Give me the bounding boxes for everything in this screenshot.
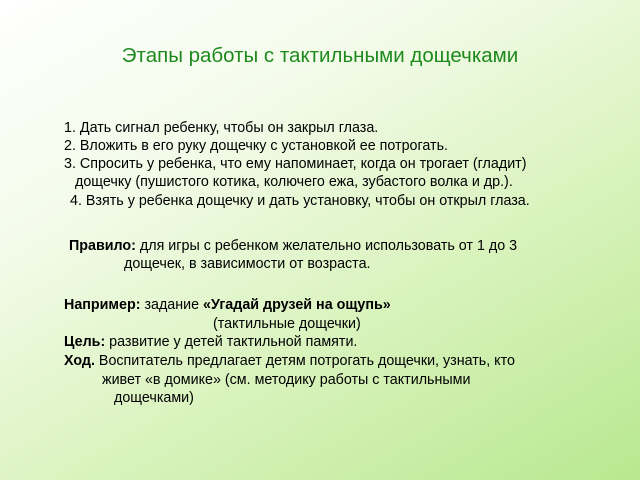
- goal-paragraph: [64, 333, 357, 351]
- procedure-text: Воспитатель предлагает детям потрогать дощечки, узнать, кто: [94, 353, 515, 369]
- step-1: 1. Дать сигнал ребенку, чтобы он закрыл глаза.: [64, 120, 379, 136]
- slide-title: Этапы работы с тактильными дощечками: [121, 44, 519, 67]
- game-name: «Угадай друзей на ощупь»: [203, 297, 391, 313]
- example-subtitle: (тактильные дощечки): [213, 316, 361, 332]
- example-text: задание: [140, 297, 204, 313]
- procedure-text-continued-2: дощечками): [114, 390, 194, 406]
- step-3: 3. Спросить у ребенка, что ему напоминает, когда он трогает (гладит): [64, 156, 527, 172]
- procedure-text-continued-1: живет «в домике» (см. методику работы с тактильными: [102, 372, 471, 388]
- goal-text: развитие у детей тактильной памяти.: [105, 334, 358, 350]
- example-paragraph: [64, 296, 391, 314]
- rule-label: Правило:: [69, 238, 136, 254]
- procedure-label: Ход.: [64, 353, 95, 369]
- step-4: 4. Взять у ребенка дощечку и дать установку, чтобы он открыл глаза.: [70, 193, 530, 209]
- rule-text-continued: дощечек, в зависимости от возраста.: [124, 256, 371, 272]
- step-2: 2. Вложить в его руку дощечку с установкой ее потрогать.: [64, 138, 448, 154]
- goal-label: Цель:: [64, 334, 106, 350]
- example-label: Например:: [64, 297, 141, 313]
- rule-paragraph: [69, 237, 517, 255]
- procedure-paragraph: [64, 352, 515, 370]
- rule-text: для игры с ребенком желательно использовать от 1 до 3: [135, 238, 518, 254]
- step-3-continued: дощечку (пушистого котика, колючего ежа, зубастого волка и др.).: [75, 174, 513, 190]
